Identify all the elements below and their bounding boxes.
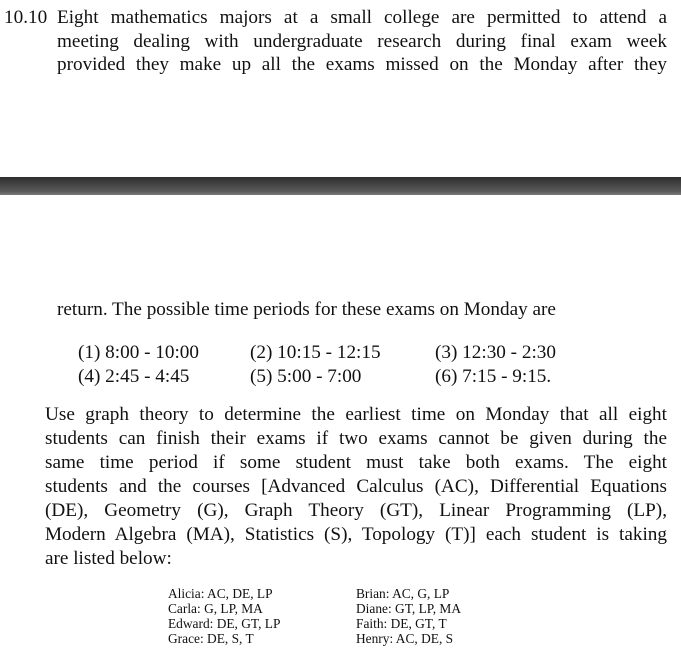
problem-number: 10.10 <box>4 7 48 28</box>
intro-line: Eight mathematics majors at a small college are permitted to attend a <box>57 7 667 28</box>
intro-line: provided they make up all the exams missed on the Monday after they <box>57 54 667 75</box>
student-entry: Grace: DE, S, T <box>168 631 254 646</box>
page-break-divider <box>0 177 681 195</box>
period-2: (2) 10:15 - 12:15 <box>250 342 381 363</box>
student-entry: Diane: GT, LP, MA <box>356 601 462 616</box>
periods-row <box>78 365 678 389</box>
student-entry: Alicia: AC, DE, LP <box>168 586 273 601</box>
period-4: (4) 2:45 - 4:45 <box>78 366 190 387</box>
students-right-column <box>356 586 461 646</box>
question-line: (DE), Geometry (G), Graph Theory (GT), Linear Programming (LP), <box>45 500 667 521</box>
question-line: Modern Algebra (MA), Statistics (S), Topology (T)] each student is taking <box>45 524 667 545</box>
question-line: same time period if some student must take both exams. The eight <box>45 452 667 473</box>
student-entry: Brian: AC, G, LP <box>356 586 450 601</box>
continuation-line: return. The possible time periods for these exams on Monday are <box>57 299 556 320</box>
period-1: (1) 8:00 - 10:00 <box>78 342 199 363</box>
time-periods <box>78 341 678 389</box>
question-line: students and the courses [Advanced Calculus (AC), Differential Equations <box>45 476 667 497</box>
periods-row <box>78 341 678 365</box>
student-entry: Henry: AC, DE, S <box>356 631 454 646</box>
question-line: students can finish their exams if two exams cannot be given during the <box>45 428 667 449</box>
period-3: (3) 12:30 - 2:30 <box>435 342 556 363</box>
student-entry: Carla: G, LP, MA <box>168 601 263 616</box>
period-5: (5) 5:00 - 7:00 <box>250 366 362 387</box>
student-entry: Faith: DE, GT, T <box>356 616 447 631</box>
student-entry: Edward: DE, GT, LP <box>168 616 281 631</box>
question-line: are listed below: <box>45 548 172 569</box>
intro-line: meeting dealing with undergraduate research during final exam week <box>57 31 667 52</box>
period-6: (6) 7:15 - 9:15. <box>435 366 552 387</box>
question-line: Use graph theory to determine the earliest time on Monday that all eight <box>45 404 667 425</box>
students-left-column <box>168 586 280 646</box>
